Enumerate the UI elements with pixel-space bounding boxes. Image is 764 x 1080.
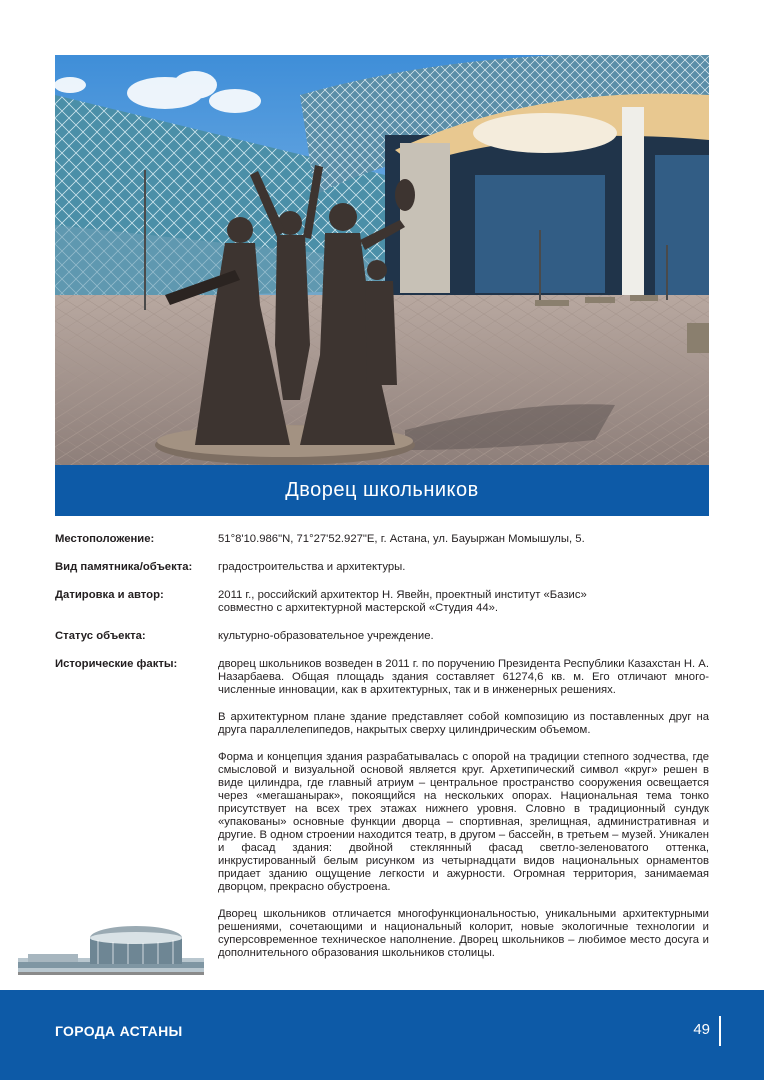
footer-divider (719, 1016, 721, 1046)
info-section (55, 533, 709, 974)
location-value: 51°8'10.986"N, 71°27'52.927"E, г. Астана, ул. Бауыржан Момышулы, 5. (218, 533, 585, 545)
location-label: Местоположение: (55, 533, 155, 545)
type-label: Вид памятника/объекта: (55, 561, 193, 573)
history-row (55, 658, 709, 960)
type-row (55, 561, 709, 589)
footer-section-label: ГОРОДА АСТАНЫ (55, 1023, 183, 1039)
page-number: 49 (693, 1021, 710, 1038)
history-label: Исторические факты: (55, 658, 178, 670)
history-paragraph: В архитектурном плане здание представляет собой композицию из поставленных друг на друга параллелепипедов, накрытых сверху цилиндрическим объемом. (218, 711, 709, 736)
history-text (218, 658, 709, 960)
hero-photo (55, 55, 709, 465)
building-sketch-image (18, 918, 204, 982)
history-paragraph: дворец школьников возведен в 2011 г. по поручению Президента Республики Казахстан Н. А. Назарбаева. Общая площадь здания составляет 61274,6 кв. м. Его отличают многочисленные инновации, как в архитектурных, так и в инженерных решениях. (218, 658, 709, 696)
type-value: градостроительства и архитектуры. (218, 561, 406, 573)
palace-sketch (18, 918, 204, 982)
palace-photo-illustration (55, 55, 709, 465)
page-footer (0, 990, 764, 1080)
dating-row (55, 589, 709, 630)
dating-label: Датировка и автор: (55, 589, 164, 601)
page-title: Дворец школьников (55, 465, 709, 516)
history-paragraph: Форма и концепция здания разрабатывалась с опорой на традиции степного зодчества, где смысловой и визуальной основой является круг. Архетипический символ «круг» решен в виде цилиндра, где главный атриум – центральное пространство сооружения освещается через «мегашанырак», покоящийся на нескольких опорах. Национальная тема тонко присутствует на всех трех этажах нижнего уровня. Словно в традиционный сундук «упакованы» основные функции дворца – спортивная, зрелищная, административная и другие. В одном строении находится театр, в другом – бассейн, в третьем – музей. Уникален и фасад здания: двойной стеклянный фасад светло-зеленоватого оттенка, инкрустированный белым рисунком из четырнадцати видов национальных орнаментов придает зданию ощущение легкости и ажурности. Огромная территория, занимаемая дворцом, прекрасно обустроена. (218, 751, 709, 893)
location-row (55, 533, 709, 561)
dating-value: 2011 г., российский архитектор Н. Явейн, проектный институт «Базис» совместно с архитектурной мастерской «Студия 44». (218, 589, 587, 614)
history-paragraph: Дворец школьников отличается многофункциональностью, уникальными архитектурными решениями, сочетающими и национальный колорит, новые экологичные технологии и суперсовременное техническое наполнение. Дворец школьников – любимое место досуга и дополнительного образования школьников столицы. (218, 908, 709, 959)
status-label: Статус объекта: (55, 630, 146, 642)
status-row (55, 630, 709, 658)
status-value: культурно-образовательное учреждение. (218, 630, 434, 642)
